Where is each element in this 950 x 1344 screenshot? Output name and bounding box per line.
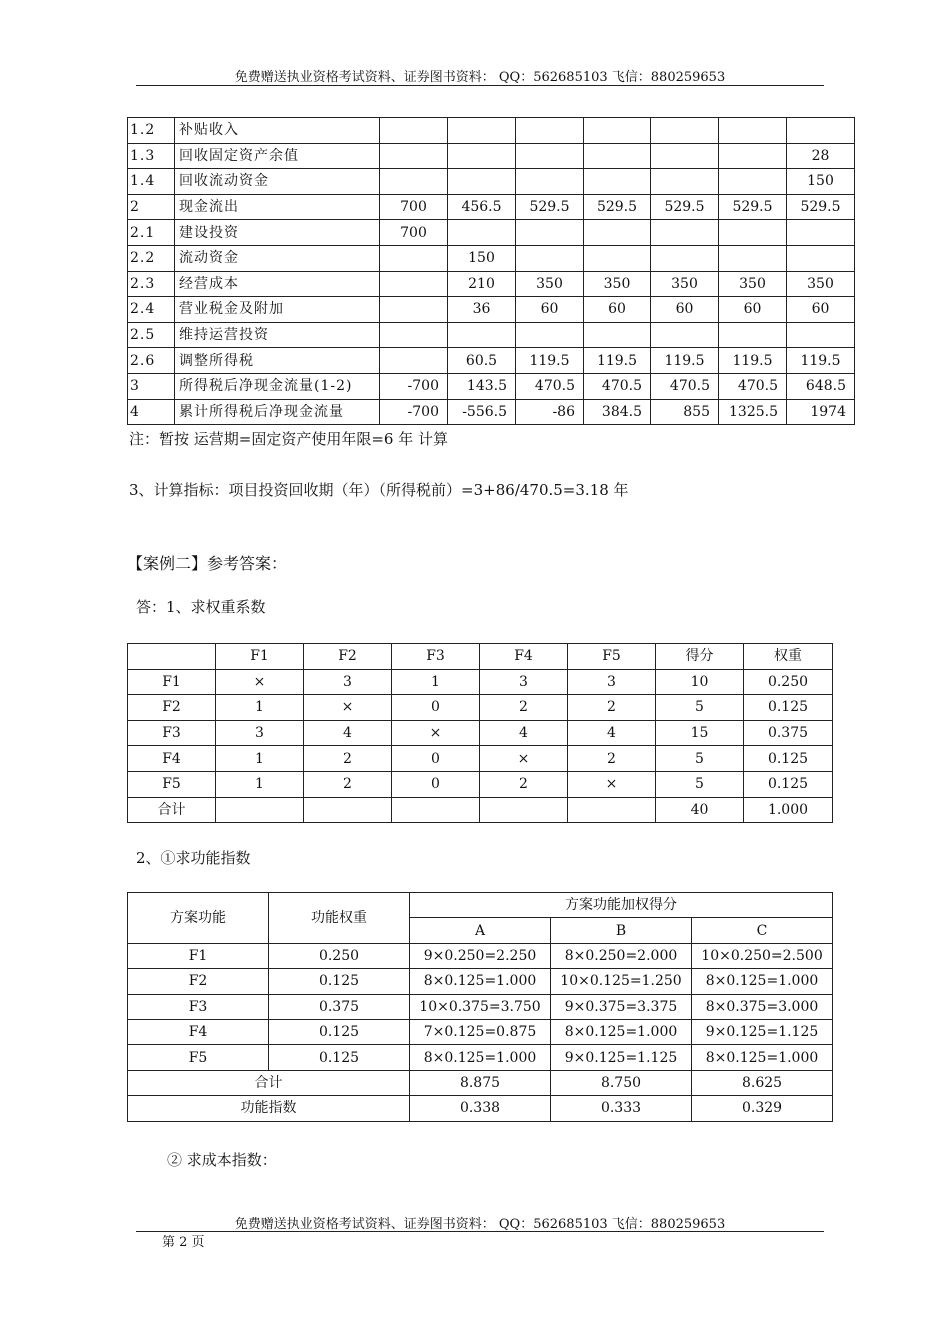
cell-value: 350: [651, 271, 719, 297]
row-index: 2.3: [128, 271, 175, 297]
cell-value: 350: [516, 271, 584, 297]
cell-value: [584, 245, 651, 271]
table-row: [128, 118, 855, 144]
header-cell: F5: [568, 644, 656, 670]
cell-value: 470.5: [651, 373, 719, 399]
cell-value: 8×0.125=1.000: [551, 1019, 692, 1044]
cell-value: 700: [380, 194, 448, 220]
cell-value: F5: [128, 771, 216, 797]
cell-value: [380, 143, 448, 169]
table-row: [128, 893, 833, 918]
cell-value: F3: [128, 720, 216, 746]
cell-value: 119.5: [787, 348, 855, 374]
header-b: B: [551, 918, 692, 943]
footer-rule: [136, 1231, 824, 1232]
cell-value: [584, 169, 651, 195]
table-row: [128, 271, 855, 297]
header-group: 方案功能加权得分: [410, 893, 833, 918]
cell-value: 529.5: [719, 194, 787, 220]
cell-value: 1974: [787, 399, 855, 425]
cell-value: [380, 348, 448, 374]
cell-value: 3: [216, 720, 304, 746]
cell-value: 0.125: [744, 771, 833, 797]
cell-value: 3: [480, 669, 568, 695]
cell-value: 119.5: [719, 348, 787, 374]
index-label: 功能指数: [128, 1096, 410, 1121]
page-footer: 免费赠送执业资格考试资料、证券图书资料： QQ：562685103 飞信：880259653: [234, 1217, 726, 1232]
table-row: [128, 373, 855, 399]
cell-value: 4: [568, 720, 656, 746]
cell-value: 3: [304, 669, 392, 695]
index-b: 0.333: [551, 1096, 692, 1121]
cell-value: 1: [216, 695, 304, 721]
table-row: [128, 644, 833, 670]
cell-value: 143.5: [448, 373, 516, 399]
cell-value: [216, 797, 304, 823]
cell-value: F1: [128, 943, 269, 968]
cell-value: 10: [656, 669, 744, 695]
cell-value: 2: [568, 695, 656, 721]
cell-value: 60: [719, 297, 787, 323]
row-name: 回收流动资金: [175, 169, 380, 195]
cell-value: 855: [651, 399, 719, 425]
cell-value: ×: [392, 720, 480, 746]
cell-value: [787, 322, 855, 348]
question-2: 2、①求功能指数: [136, 849, 251, 867]
row-index: 1.4: [128, 169, 175, 195]
total-c: 8.625: [692, 1070, 833, 1095]
cell-value: [651, 220, 719, 246]
cell-value: [584, 118, 651, 144]
header-c: C: [692, 918, 833, 943]
cell-value: 4: [480, 720, 568, 746]
header-cell: [128, 644, 216, 670]
cell-value: 150: [787, 169, 855, 195]
row-index: 2.2: [128, 245, 175, 271]
cell-value: 529.5: [787, 194, 855, 220]
row-index: 2.5: [128, 322, 175, 348]
cell-value: 210: [448, 271, 516, 297]
cell-value: -556.5: [448, 399, 516, 425]
row-name: 经营成本: [175, 271, 380, 297]
cell-value: [719, 220, 787, 246]
question-3: ② 求成本指数：: [167, 1151, 277, 1169]
cell-value: [380, 322, 448, 348]
cell-value: 10×0.375=3.750: [410, 994, 551, 1019]
cell-value: 9×0.375=3.375: [551, 994, 692, 1019]
cell-value: 60.5: [448, 348, 516, 374]
header-cell: 得分: [656, 644, 744, 670]
cell-value: [380, 118, 448, 144]
cash-flow-table: [127, 117, 855, 425]
cell-value: 529.5: [584, 194, 651, 220]
cell-value: [448, 169, 516, 195]
header-cell: F1: [216, 644, 304, 670]
cell-value: [516, 245, 584, 271]
header-weight: 功能权重: [269, 893, 410, 944]
cell-value: 2: [304, 746, 392, 772]
function-index-table: [127, 892, 833, 1122]
cell-value: 0: [392, 746, 480, 772]
header-cell: F2: [304, 644, 392, 670]
table-row: [128, 220, 855, 246]
header-cell: 权重: [744, 644, 833, 670]
cell-value: [719, 169, 787, 195]
table-row: [128, 1045, 833, 1070]
cell-value: F3: [128, 994, 269, 1019]
row-index: 3: [128, 373, 175, 399]
table-row: [128, 720, 833, 746]
cell-value: 119.5: [516, 348, 584, 374]
row-name: 所得税后净现金流量(1-2): [175, 373, 380, 399]
cell-value: 0: [392, 695, 480, 721]
cell-value: 3: [568, 669, 656, 695]
table-row: [128, 143, 855, 169]
cell-value: 5: [656, 695, 744, 721]
cell-value: 60: [516, 297, 584, 323]
cell-value: F2: [128, 969, 269, 994]
cell-value: [719, 143, 787, 169]
cell-value: 470.5: [719, 373, 787, 399]
table-row: [128, 771, 833, 797]
cell-value: 0.125: [744, 695, 833, 721]
cell-value: [584, 220, 651, 246]
cell-value: 470.5: [584, 373, 651, 399]
cell-value: [516, 169, 584, 195]
row-index: 2: [128, 194, 175, 220]
cell-value: F4: [128, 746, 216, 772]
cell-value: 150: [448, 245, 516, 271]
cell-value: -86: [516, 399, 584, 425]
cell-value: 1.000: [744, 797, 833, 823]
table-row: [128, 943, 833, 968]
cell-value: 8×0.125=1.000: [692, 1045, 833, 1070]
case2-title: 【案例二】参考答案：: [127, 554, 288, 573]
header-a: A: [410, 918, 551, 943]
cell-value: [480, 797, 568, 823]
index-a: 0.338: [410, 1096, 551, 1121]
cell-value: 529.5: [651, 194, 719, 220]
cell-value: F2: [128, 695, 216, 721]
row-name: 流动资金: [175, 245, 380, 271]
cell-value: 5: [656, 771, 744, 797]
cell-value: 8×0.250=2.000: [551, 943, 692, 968]
cell-value: 8×0.125=1.000: [410, 969, 551, 994]
cell-value: [651, 322, 719, 348]
cell-value: ×: [216, 669, 304, 695]
cell-value: [719, 118, 787, 144]
cell-value: 2: [480, 695, 568, 721]
row-name: 调整所得税: [175, 348, 380, 374]
page-header: 免费赠送执业资格考试资料、证券图书资料： QQ：562685103 飞信：880259653: [234, 70, 726, 85]
cell-value: 60: [584, 297, 651, 323]
cell-value: [516, 118, 584, 144]
page-number: 第 2 页: [162, 1235, 205, 1250]
cell-value: 350: [584, 271, 651, 297]
cell-value: 8×0.375=3.000: [692, 994, 833, 1019]
header-cell: F3: [392, 644, 480, 670]
row-name: 建设投资: [175, 220, 380, 246]
cell-value: [651, 245, 719, 271]
cell-value: 0.125: [269, 1045, 410, 1070]
cell-value: 350: [719, 271, 787, 297]
cell-value: [787, 245, 855, 271]
cell-value: 5: [656, 746, 744, 772]
indicator-text: 3、计算指标：项目投资回收期（年）（所得税前）=3+86/470.5=3.18 年: [129, 481, 629, 499]
cell-value: 1: [392, 669, 480, 695]
cell-value: 8×0.125=1.000: [692, 969, 833, 994]
cell-value: [719, 245, 787, 271]
cell-value: 合计: [128, 797, 216, 823]
cell-value: 0.250: [744, 669, 833, 695]
cell-value: 7×0.125=0.875: [410, 1019, 551, 1044]
cell-value: 2: [304, 771, 392, 797]
cell-value: 2: [480, 771, 568, 797]
cell-value: [448, 220, 516, 246]
cell-value: ×: [568, 771, 656, 797]
row-index: 2.4: [128, 297, 175, 323]
total-b: 8.750: [551, 1070, 692, 1095]
cell-value: [448, 118, 516, 144]
cell-value: [380, 169, 448, 195]
table-row: [128, 797, 833, 823]
header-cell: F4: [480, 644, 568, 670]
weight-table: [127, 643, 833, 823]
row-index: 2.1: [128, 220, 175, 246]
cell-value: [584, 143, 651, 169]
table-row: [128, 695, 833, 721]
cell-value: F4: [128, 1019, 269, 1044]
cell-value: [787, 118, 855, 144]
cell-value: [651, 118, 719, 144]
cell-value: -700: [380, 399, 448, 425]
row-name: 营业税金及附加: [175, 297, 380, 323]
row-index: 4: [128, 399, 175, 425]
question-1: 答：1、求权重系数: [136, 598, 266, 616]
cell-value: 0.375: [269, 994, 410, 1019]
row-name: 回收固定资产余值: [175, 143, 380, 169]
cell-value: 1: [216, 746, 304, 772]
cell-value: 384.5: [584, 399, 651, 425]
cell-value: F5: [128, 1045, 269, 1070]
table-row: [128, 297, 855, 323]
table-row: [128, 1070, 833, 1095]
cell-value: [380, 297, 448, 323]
cell-value: 40: [656, 797, 744, 823]
cell-value: 2: [568, 746, 656, 772]
note-text: 注：暂按 运营期=固定资产使用年限=6 年 计算: [129, 430, 448, 448]
cell-value: 0.375: [744, 720, 833, 746]
row-name: 累计所得税后净现金流量: [175, 399, 380, 425]
cell-value: 470.5: [516, 373, 584, 399]
cell-value: 119.5: [584, 348, 651, 374]
cell-value: 36: [448, 297, 516, 323]
cell-value: 0.125: [744, 746, 833, 772]
row-index: 2.6: [128, 348, 175, 374]
cell-value: [516, 322, 584, 348]
cell-value: [651, 169, 719, 195]
table-row: [128, 669, 833, 695]
row-name: 现金流出: [175, 194, 380, 220]
cell-value: 8×0.125=1.000: [410, 1045, 551, 1070]
cell-value: [584, 322, 651, 348]
cell-value: ×: [480, 746, 568, 772]
cell-value: [719, 322, 787, 348]
cell-value: 9×0.250=2.250: [410, 943, 551, 968]
table-row: [128, 994, 833, 1019]
table-row: [128, 169, 855, 195]
cell-value: 350: [787, 271, 855, 297]
row-index: 1.3: [128, 143, 175, 169]
cell-value: [516, 143, 584, 169]
cell-value: 60: [651, 297, 719, 323]
cell-value: [392, 797, 480, 823]
cell-value: [568, 797, 656, 823]
cell-value: 9×0.125=1.125: [551, 1045, 692, 1070]
cell-value: 9×0.125=1.125: [692, 1019, 833, 1044]
cell-value: 1325.5: [719, 399, 787, 425]
cell-value: 700: [380, 220, 448, 246]
row-name: 维持运营投资: [175, 322, 380, 348]
table-row: [128, 1096, 833, 1121]
cell-value: 0.125: [269, 1019, 410, 1044]
row-name: 补贴收入: [175, 118, 380, 144]
cell-value: 0: [392, 771, 480, 797]
cell-value: [380, 271, 448, 297]
cell-value: 0.250: [269, 943, 410, 968]
cell-value: -700: [380, 373, 448, 399]
cell-value: [787, 220, 855, 246]
table-row: [128, 194, 855, 220]
table-row: [128, 245, 855, 271]
cell-value: F1: [128, 669, 216, 695]
cell-value: [448, 143, 516, 169]
table-row: [128, 322, 855, 348]
index-c: 0.329: [692, 1096, 833, 1121]
cell-value: ×: [304, 695, 392, 721]
cell-value: 648.5: [787, 373, 855, 399]
cell-value: 10×0.250=2.500: [692, 943, 833, 968]
cell-value: 1: [216, 771, 304, 797]
table-row: [128, 969, 833, 994]
total-label: 合计: [128, 1070, 410, 1095]
cell-value: [380, 245, 448, 271]
cell-value: 456.5: [448, 194, 516, 220]
cell-value: 529.5: [516, 194, 584, 220]
cell-value: [304, 797, 392, 823]
header-rule: [136, 85, 824, 86]
cell-value: 60: [787, 297, 855, 323]
cell-value: [516, 220, 584, 246]
cell-value: 28: [787, 143, 855, 169]
table-row: [128, 348, 855, 374]
cell-value: [448, 322, 516, 348]
table-row: [128, 1019, 833, 1044]
header-func: 方案功能: [128, 893, 269, 944]
cell-value: 15: [656, 720, 744, 746]
row-index: 1.2: [128, 118, 175, 144]
table-row: [128, 399, 855, 425]
cell-value: 10×0.125=1.250: [551, 969, 692, 994]
table-row: [128, 746, 833, 772]
total-a: 8.875: [410, 1070, 551, 1095]
cell-value: 119.5: [651, 348, 719, 374]
cell-value: 4: [304, 720, 392, 746]
cell-value: [651, 143, 719, 169]
cell-value: 0.125: [269, 969, 410, 994]
